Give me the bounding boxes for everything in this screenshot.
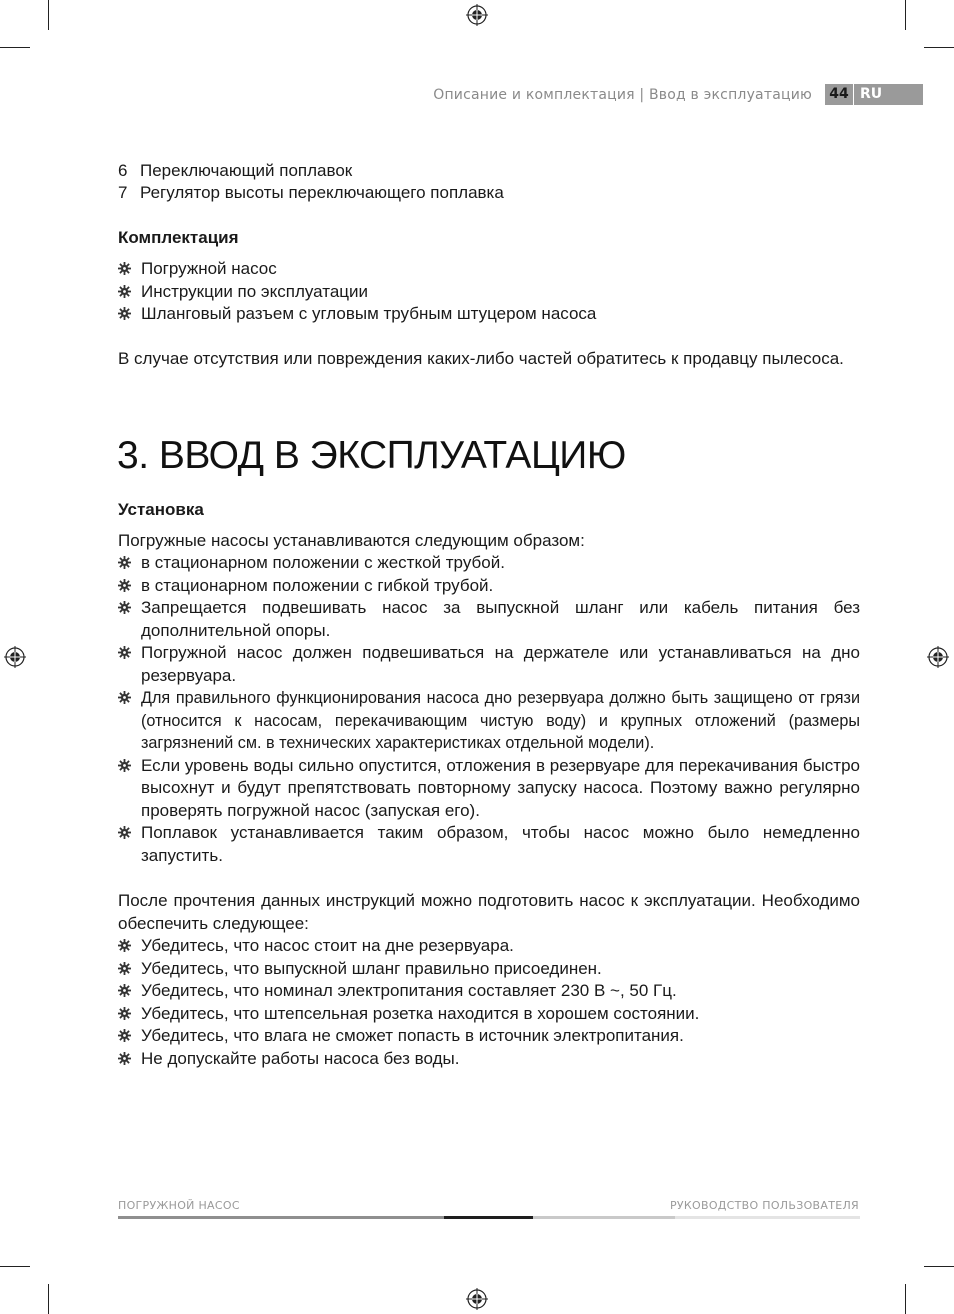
list-item bbox=[118, 755, 860, 823]
gear-bullet-icon bbox=[118, 601, 131, 614]
list-item-text: Шланговый разъем с угловым трубным штуцером насоса bbox=[141, 304, 597, 323]
list-item bbox=[118, 935, 860, 958]
list-item bbox=[118, 687, 860, 755]
install-list bbox=[118, 552, 860, 867]
list-item bbox=[118, 258, 860, 281]
gear-bullet-icon bbox=[118, 307, 131, 320]
crop-mark bbox=[48, 1284, 49, 1314]
list-item bbox=[118, 980, 860, 1003]
language-badge: RU bbox=[854, 84, 923, 105]
list-item-text: Для правильного функционирования насоса дно резервуара должно быть защищено от грязи (относится к насосам, перекачивающим чистую воду) и крупных отложений (размеры загрязнений см. в технических характеристиках отдельной модели). bbox=[141, 689, 860, 752]
crop-mark bbox=[0, 47, 30, 48]
package-heading: Комплектация bbox=[118, 228, 239, 247]
list-item-text: Убедитесь, что влага не сможет попасть в источник электропитания. bbox=[141, 1026, 684, 1045]
gear-bullet-icon bbox=[118, 984, 131, 997]
list-item bbox=[118, 552, 860, 575]
list-item-text: Убедитесь, что номинал электропитания составляет 230 В ~, 50 Гц. bbox=[141, 981, 677, 1000]
gear-bullet-icon bbox=[118, 262, 131, 275]
package-note: В случае отсутствия или повреждения каких-либо частей обратитесь к продавцу пылесоса. bbox=[118, 349, 844, 368]
registration-mark-icon bbox=[466, 1288, 488, 1310]
gear-bullet-icon bbox=[118, 1052, 131, 1065]
footer-rule bbox=[533, 1216, 675, 1219]
parts-list-item bbox=[118, 182, 860, 204]
item-text: Переключающий поплавок bbox=[140, 161, 353, 180]
gear-bullet-icon bbox=[118, 826, 131, 839]
crop-mark bbox=[905, 1284, 906, 1314]
parts-list-item bbox=[118, 160, 860, 182]
list-item-text: Погружной насос должен подвешиваться на держателе или устанавливаться на дно резервуара. bbox=[141, 643, 860, 685]
footer-rule bbox=[444, 1216, 533, 1219]
item-number: 6 bbox=[118, 161, 128, 180]
list-item bbox=[118, 575, 860, 598]
check-list bbox=[118, 935, 860, 1070]
list-item bbox=[118, 281, 860, 304]
section-heading: 3. ВВОД В ЭКСПЛУАТАЦИЮ bbox=[117, 434, 626, 477]
list-item bbox=[118, 1025, 860, 1048]
registration-mark-icon bbox=[4, 646, 26, 668]
item-text: Регулятор высоты переключающего поплавка bbox=[140, 183, 504, 202]
crop-mark bbox=[924, 47, 954, 48]
list-item bbox=[118, 303, 860, 326]
list-item bbox=[118, 822, 860, 867]
gear-bullet-icon bbox=[118, 939, 131, 952]
footer-rule bbox=[118, 1216, 444, 1219]
gear-bullet-icon bbox=[118, 691, 131, 704]
gear-bullet-icon bbox=[118, 1029, 131, 1042]
install-heading: Установка bbox=[118, 500, 204, 519]
header-section-title: Описание и комплектация | Ввод в эксплуатацию bbox=[433, 87, 812, 103]
list-item-text: Поплавок устанавливается таким образом, чтобы насос можно было немедленно запустить. bbox=[141, 823, 860, 865]
registration-mark-icon bbox=[466, 4, 488, 26]
crop-mark bbox=[924, 1266, 954, 1267]
list-item bbox=[118, 1048, 860, 1071]
gear-bullet-icon bbox=[118, 646, 131, 659]
package-list bbox=[118, 258, 860, 326]
list-item bbox=[118, 1003, 860, 1026]
list-item-text: Погружной насос bbox=[141, 259, 277, 278]
list-item bbox=[118, 958, 860, 981]
list-item bbox=[118, 642, 860, 687]
gear-bullet-icon bbox=[118, 1007, 131, 1020]
install-intro: Погружные насосы устанавливаются следующим образом: bbox=[118, 531, 585, 550]
crop-mark bbox=[905, 0, 906, 30]
after-intro: После прочтения данных инструкций можно подготовить насос к эксплуатации. Необходимо обеспечить следующее: bbox=[118, 891, 860, 933]
list-item-text: Если уровень воды сильно опустится, отложения в резервуаре для перекачивания быстро высохнут и будут препятствовать повторному запуску насоса. Поэтому важно регулярно проверять погружной насос (запуская его). bbox=[141, 755, 860, 820]
list-item-text: в стационарном положении с жесткой трубой. bbox=[141, 553, 505, 572]
gear-bullet-icon bbox=[118, 579, 131, 592]
page-number: 44 bbox=[825, 84, 853, 105]
registration-mark-icon bbox=[927, 646, 949, 668]
gear-bullet-icon bbox=[118, 556, 131, 569]
list-item-text: Убедитесь, что выпускной шланг правильно присоединен. bbox=[141, 958, 602, 978]
footer-manual: РУКОВОДСТВО ПОЛЬЗОВАТЕЛЯ bbox=[669, 1199, 859, 1212]
list-item-text: Убедитесь, что штепсельная розетка находится в хорошем состоянии. bbox=[141, 1003, 700, 1023]
footer-rule bbox=[675, 1216, 860, 1219]
list-item-text: Не допускайте работы насоса без воды. bbox=[141, 1048, 460, 1068]
item-number: 7 bbox=[118, 183, 128, 202]
gear-bullet-icon bbox=[118, 962, 131, 975]
crop-mark bbox=[0, 1266, 30, 1267]
gear-bullet-icon bbox=[118, 759, 131, 772]
list-item-text: Запрещается подвешивать насос за выпускной шланг или кабель питания без дополнительной опоры. bbox=[141, 598, 860, 640]
list-item-text: в стационарном положении с гибкой трубой. bbox=[141, 575, 494, 595]
list-item-text: Инструкции по эксплуатации bbox=[141, 281, 369, 301]
gear-bullet-icon bbox=[118, 285, 131, 298]
crop-mark bbox=[48, 0, 49, 30]
list-item bbox=[118, 597, 860, 642]
footer-product: ПОГРУЖНОЙ НАСОС bbox=[118, 1199, 240, 1212]
list-item-text: Убедитесь, что насос стоит на дне резервуара. bbox=[141, 936, 514, 955]
